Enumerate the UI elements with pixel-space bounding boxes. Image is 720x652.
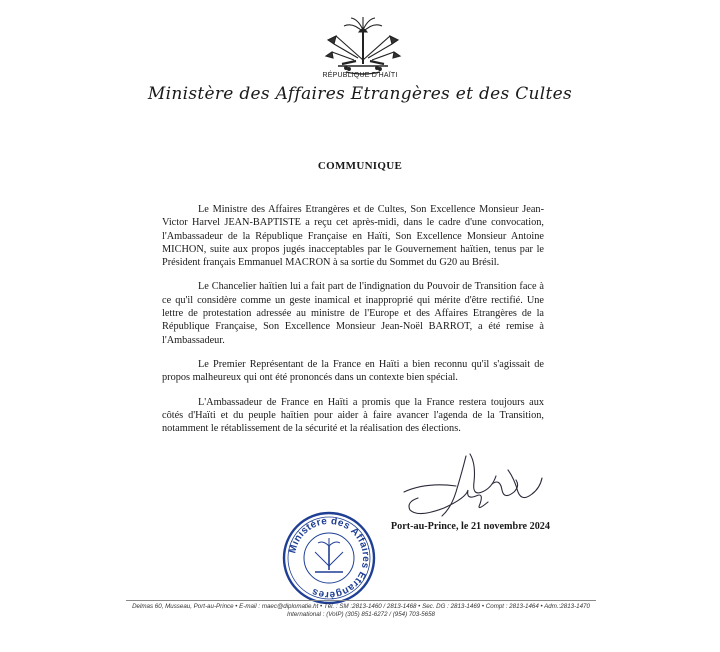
document-title: COMMUNIQUE [317,160,403,172]
dateline: Port-au-Prince, le 21 novembre 2024 [390,521,550,532]
footer-line: International : (VoIP) (305) 851-6272 / (954) 703-5658 [286,611,436,618]
stamp-text: Ministère des Affaires Etrangères [287,515,372,601]
paragraph: Le Chancelier haïtien lui a fait part de l'indignation du Pouvoir de Transition face à ce qu'il considère comme un geste inamical et inapproprié qui mérite d'être rectifié. Une lettre de protestation adressée au ministre de l'Europe et des Affaires Etrangères de la République Française, Son Excellence Monsieur Jean-Noël BARROT, a été remise à l'Ambassadeur. [162,281,544,346]
ministry-name: Ministère des Affaires Etrangères et des Cultes [147,84,573,104]
footer-divider [126,600,596,601]
paragraph: L'Ambassadeur de France en Haïti a promis que la France restera toujours aux côtés d'Haïti et du peuple haïtien pour aider à faire avancer l'agenda de la Transition, notamment le rétablissement de la sécurité et la réalisation des élections. [162,396,544,435]
haiti-coat-of-arms-icon [318,14,408,76]
handwritten-signature [396,452,546,528]
paragraph: Le Premier Représentant de la France en Haïti a bien reconnu qu'il s'agissait de propos malheureux qui ont été prononcés dans un contexte bien spécial. [162,358,544,384]
paragraph: Le Ministre des Affaires Etrangères et de Cultes, Son Excellence Monsieur Jean-Victor Harvel JEAN-BAPTISTE a reçu cet après-midi, dans le cadre d'une convocation, l'Ambassadeur de la République Française en Haïti, Son Excellence Monsieur Antoine MICHON, suite aux propos jugés inacceptables par le Gouvernement haïtien, tenus par le Président français Emmanuel MACRON à sa sortie du Sommet du G20 au Brésil. [162,204,544,269]
footer-contact [126,603,596,619]
ministry-stamp [281,510,377,606]
footer-line: Delmas 60, Musseau, Port-au-Prince • E-mail : maec@diplomatie.ht • Tél. : SM :2813-1460 / 2813-1468 • Sec. DG : 2813-1469 • Compt : 2813-1464 • Adm.:2813-1470 [132,603,590,610]
document-body [162,203,544,446]
republic-label: RÉPUBLIQUE D'HAÏTI [322,72,398,79]
